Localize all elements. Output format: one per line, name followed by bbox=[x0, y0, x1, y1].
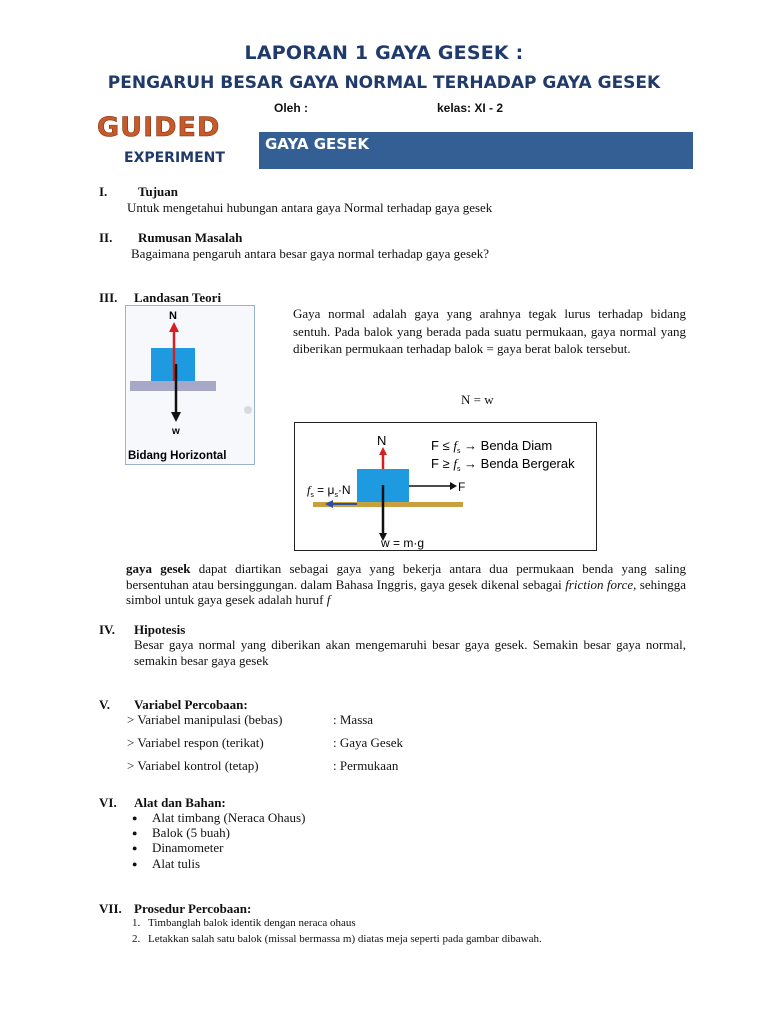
class-label: kelas: XI - 2 bbox=[437, 101, 504, 115]
topic-banner-text: GAYA GESEK bbox=[265, 135, 369, 153]
normal-label: N bbox=[169, 310, 177, 322]
section-number-prosedur: VII. bbox=[99, 901, 122, 916]
report-subtitle: PENGARUH BESAR GAYA NORMAL TERHADAP GAYA GESEK bbox=[107, 73, 661, 93]
report-title: LAPORAN 1 GAYA GESEK : bbox=[244, 42, 524, 64]
weight-formula: w = m·g bbox=[381, 536, 425, 550]
formula: N = w bbox=[461, 392, 494, 407]
gaya-gesek-paragraph: gaya gesek dapat diartikan sebagai gaya yang bekerja antara dua permukaan benda yang saling bersentuhan atau bersinggungan. dalam Bahasa Inggris, gaya gesek dikenal sebagai friction force, sehingga simbol untuk gaya gesek adalah huruf f bbox=[126, 561, 686, 607]
friction-diagram bbox=[295, 423, 596, 550]
procedure-step-text: Timbanglah balok identik dengan neraca ohaus bbox=[148, 917, 356, 929]
list-item: ● Alat timbang (Neraca Ohaus) bbox=[132, 810, 305, 825]
normal-arrow-head bbox=[379, 447, 387, 455]
friction-figure bbox=[294, 422, 597, 551]
section-number-alat: VI. bbox=[99, 795, 117, 810]
variable-value-manipulasi: : Massa bbox=[333, 712, 374, 727]
variable-value-kontrol: : Permukaan bbox=[333, 758, 399, 773]
section-title-tujuan: Tujuan bbox=[138, 184, 178, 199]
section-title-rumusan: Rumusan Masalah bbox=[138, 230, 243, 245]
applied-force-arrow-head bbox=[450, 482, 457, 490]
weight-label: w bbox=[172, 426, 180, 437]
procedure-step-number: 2. bbox=[132, 933, 141, 945]
tujuan-text: Untuk mengetahui hubungan antara gaya Normal terhadap gaya gesek bbox=[127, 200, 493, 215]
variable-value-respon: : Gaya Gesek bbox=[333, 735, 404, 750]
decorative-dot bbox=[244, 406, 252, 414]
variable-label-respon: > Variabel respon (terikat) bbox=[127, 735, 264, 750]
hipotesis-text: Besar gaya normal yang diberikan akan mengemaruhi besar gaya gesek. Semakin besar gaya normal, semakin besar gaya gesek bbox=[134, 637, 686, 668]
variable-label-kontrol: > Variabel kontrol (tetap) bbox=[127, 758, 259, 773]
section-number-variabel: V. bbox=[99, 697, 110, 712]
section-title-hipotesis: Hipotesis bbox=[134, 622, 186, 637]
list-item: ● Balok (5 buah) bbox=[132, 825, 305, 840]
section-title-landasan: Landasan Teori bbox=[134, 290, 222, 305]
weight-arrow-head bbox=[171, 412, 181, 422]
applied-force-label: F bbox=[458, 480, 466, 494]
section-number-tujuan: I. bbox=[99, 184, 108, 199]
section-number-hipotesis: IV. bbox=[99, 622, 116, 637]
rumusan-text: Bagaimana pengaruh antara besar gaya normal terhadap gaya gesek? bbox=[131, 246, 490, 261]
section-title-alat: Alat dan Bahan: bbox=[134, 795, 226, 810]
figure-caption: Bidang Horizontal bbox=[128, 450, 227, 462]
normal-force-diagram bbox=[126, 306, 254, 464]
kinetic-condition: $F \ge f_s$ → Benda Bergerak bbox=[431, 456, 575, 473]
list-item: ● Dinamometer bbox=[132, 840, 305, 855]
section-number-landasan: III. bbox=[99, 290, 118, 305]
equipment-list bbox=[132, 810, 305, 871]
guided-logo: GUIDED bbox=[97, 112, 221, 143]
friction-label: $f_s = \mu_s\cdot N$ bbox=[307, 483, 351, 499]
horizontal-surface bbox=[130, 381, 216, 391]
section-title-prosedur: Prosedur Percobaan: bbox=[134, 901, 252, 916]
normal-label: N bbox=[377, 433, 387, 448]
procedure-step-number: 1. bbox=[132, 917, 141, 929]
normal-force-figure bbox=[125, 305, 255, 465]
static-condition: $F \le f_s$ → Benda Diam bbox=[431, 438, 553, 455]
procedure-step-text: Letakkan salah satu balok (missal bermassa m) diatas meja seperti pada gambar dibawah. bbox=[148, 933, 542, 945]
section-title-variabel: Variabel Percobaan: bbox=[134, 697, 248, 712]
section-number-rumusan: II. bbox=[99, 230, 113, 245]
normal-arrow-head bbox=[169, 322, 179, 332]
list-item: ● Alat tulis bbox=[132, 856, 305, 871]
landasan-text: Gaya normal adalah gaya yang arahnya tegak lurus terhadap bidang sentuh. Pada balok yang berada pada suatu permukaan, gaya normal yang diberikan permukaan terhadap balok = gaya berat balok tersebut. bbox=[293, 306, 686, 356]
experiment-logo-text: EXPERIMENT bbox=[124, 150, 225, 166]
author-label: Oleh : bbox=[274, 101, 309, 115]
variable-label-manipulasi: > Variabel manipulasi (bebas) bbox=[127, 712, 283, 727]
